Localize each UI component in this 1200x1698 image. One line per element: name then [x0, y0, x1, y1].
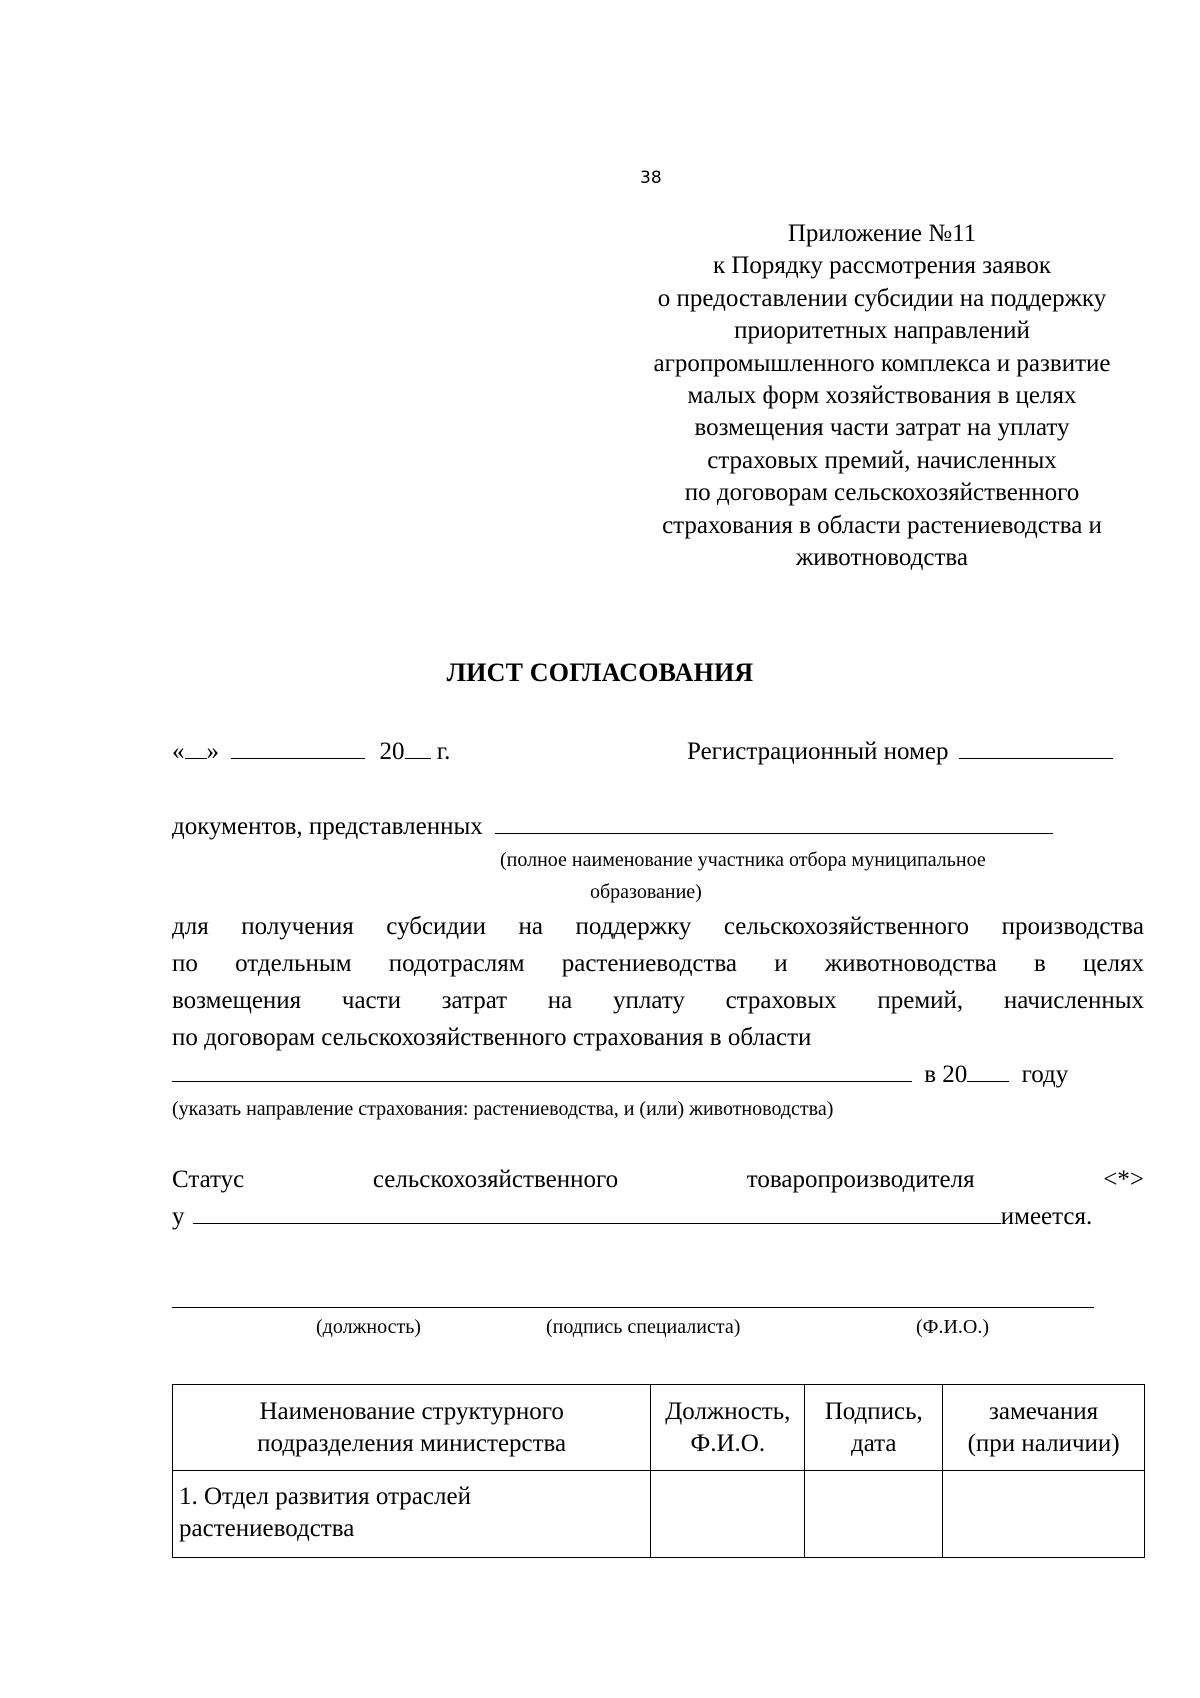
header-department [173, 1385, 651, 1471]
registration-label: Регистрационный номер [687, 738, 949, 765]
purpose-line: по отдельным подотраслям растениеводства и животноводства в целях [172, 950, 1144, 977]
header-remarks [943, 1385, 1145, 1471]
purpose-line: по договорам сельскохозяйственного страхования в области [172, 1024, 812, 1051]
header-remarks-line1: замечания [988, 1398, 1099, 1425]
header-signature-line1: Подпись, [824, 1398, 923, 1425]
purpose-line: возмещения части затрат на уплату страховых премий, начисленных [172, 987, 1144, 1014]
table-header-row [173, 1385, 1145, 1471]
insurance-direction-blank[interactable] [172, 1080, 912, 1082]
purpose-year-prefix: в 20 [924, 1061, 968, 1088]
header-position-line2: Ф.И.О. [690, 1430, 766, 1457]
cell-department [173, 1471, 651, 1558]
purpose-year-blank[interactable] [967, 1080, 1009, 1082]
appendix-line: по договорам сельскохозяйственного [684, 479, 1080, 507]
header-signature [805, 1385, 943, 1471]
purpose-year-suffix: году [1021, 1061, 1069, 1088]
header-department-line2: подразделения министерства [257, 1430, 567, 1457]
month-blank[interactable] [231, 757, 365, 759]
header-position-line1: Должность, [665, 1398, 791, 1425]
signature-line[interactable] [172, 1307, 1094, 1308]
header-department-line1: Наименование структурного [259, 1398, 564, 1425]
appendix-line: возмещения части затрат на уплату [694, 414, 1070, 442]
appendix-line: Приложение №11 [787, 220, 977, 247]
registration-number-blank[interactable] [959, 757, 1113, 759]
appendix-line: приоритетных направлений [734, 317, 1030, 345]
approval-table [172, 1384, 1145, 1558]
appendix-line: страхования в области растениеводства и [662, 511, 1102, 539]
header-position [651, 1385, 805, 1471]
day-blank[interactable] [185, 757, 207, 759]
date-year-prefix: 20 [379, 738, 405, 765]
cell-position[interactable] [651, 1471, 805, 1558]
date-field [172, 738, 450, 766]
status-holder-blank[interactable] [193, 1222, 1001, 1224]
header-remarks-line2: (при наличии) [967, 1430, 1120, 1457]
department-name-line1: 1. Отдел развития отраслей [179, 1483, 471, 1510]
status-suffix: имеется. [1000, 1203, 1093, 1230]
date-open-quote: « [172, 738, 185, 765]
status-line: Статус сельскохозяйственного товаропроизводителя <*> [172, 1166, 1144, 1193]
signature-label-position: (должность) [316, 1316, 421, 1338]
submitted-by-field [172, 813, 1053, 841]
cell-signature[interactable] [805, 1471, 943, 1558]
signature-label-fio: (Ф.И.О.) [916, 1316, 990, 1338]
purpose-line: для получения субсидии на поддержку сельскохозяйственного производства [172, 913, 1144, 940]
appendix-block [612, 218, 1152, 574]
insurance-direction-field [172, 1061, 1068, 1089]
insurance-direction-hint: (указать направление страхования: растениеводства, и (или) животноводства) [172, 1098, 834, 1120]
appendix-line: страховых премий, начисленных [707, 446, 1057, 474]
date-year-suffix: г. [436, 738, 451, 765]
status-prefix: у [172, 1203, 185, 1230]
applicant-hint-line1: (полное наименование участника отбора муниципальное [500, 849, 986, 871]
signature-label-signature: (подпись специалиста) [546, 1316, 741, 1338]
status-holder-field [172, 1203, 1092, 1231]
appendix-line: агропромышленного комплекса и развитие [653, 349, 1111, 377]
cell-remarks[interactable] [943, 1471, 1145, 1558]
submitted-label: документов, представленных [172, 813, 483, 840]
department-name-line2: растениеводства [179, 1515, 355, 1542]
appendix-line: малых форм хозяйствования в целях [687, 382, 1077, 410]
applicant-name-blank[interactable] [495, 832, 1053, 834]
applicant-hint-line2: образование) [590, 881, 702, 903]
header-signature-line2: дата [850, 1430, 897, 1457]
year-blank[interactable] [405, 757, 431, 759]
appendix-line: о предоставлении субсидии на поддержку [657, 284, 1107, 312]
appendix-line: животноводства [796, 544, 968, 572]
document-title: ЛИСТ СОГЛАСОВАНИЯ [446, 658, 754, 687]
appendix-line: к Порядку рассмотрения заявок [712, 252, 1052, 280]
page-number: 38 [640, 168, 662, 188]
registration-number-field [687, 738, 1113, 766]
table-row [173, 1471, 1145, 1558]
date-close-quote: » [206, 738, 219, 765]
